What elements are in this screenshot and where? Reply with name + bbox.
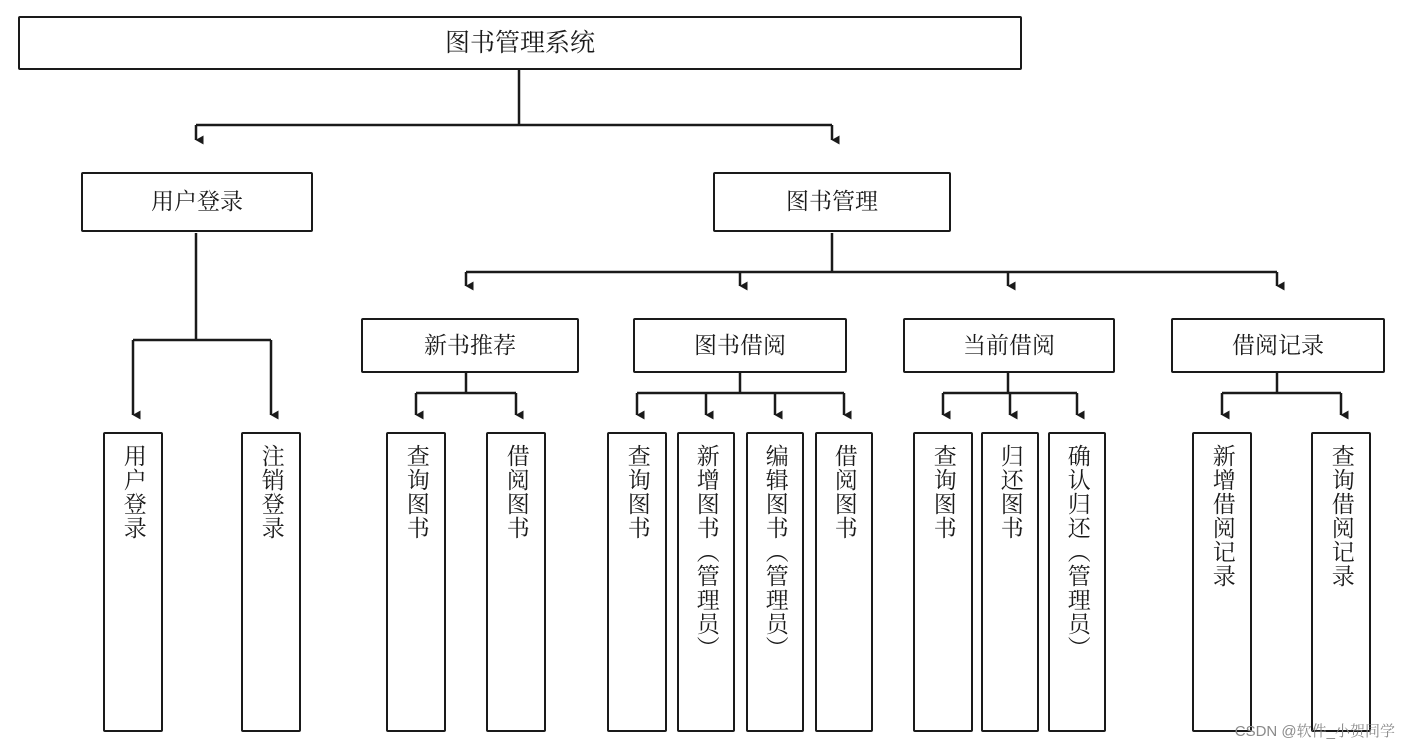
leaf-logout[interactable] — [241, 432, 301, 732]
node-borrow-record-label: 借阅记录 — [1232, 331, 1324, 358]
leaf-current-return[interactable] — [981, 432, 1039, 732]
leaf-borrow-add-book-label: 新增图书（管理员） — [693, 444, 720, 660]
leaf-new-book-query-label: 查询图书 — [403, 444, 430, 540]
node-current-borrow[interactable] — [903, 318, 1115, 373]
node-user-login-label: 用户登录 — [151, 188, 243, 215]
leaf-record-add-label: 新增借阅记录 — [1209, 444, 1236, 588]
leaf-borrow-edit-book[interactable] — [746, 432, 804, 732]
leaf-user-login-label: 用户登录 — [120, 444, 147, 540]
leaf-borrow-add-book[interactable] — [677, 432, 735, 732]
node-user-login[interactable] — [81, 172, 313, 232]
node-book-borrow-label: 图书借阅 — [694, 331, 786, 358]
node-book-manage-label: 图书管理 — [786, 188, 878, 215]
leaf-current-confirm-return-label: 确认归还（管理员） — [1064, 444, 1091, 660]
leaf-new-book-borrow[interactable] — [486, 432, 546, 732]
leaf-new-book-borrow-label: 借阅图书 — [503, 444, 530, 540]
node-current-borrow-label: 当前借阅 — [963, 331, 1055, 358]
leaf-new-book-query[interactable] — [386, 432, 446, 732]
leaf-borrow-query-label: 查询图书 — [624, 444, 651, 540]
leaf-current-confirm-return[interactable] — [1048, 432, 1106, 732]
leaf-record-query[interactable] — [1311, 432, 1371, 732]
node-new-book-recommend[interactable] — [361, 318, 579, 373]
leaf-current-return-label: 归还图书 — [997, 444, 1024, 540]
leaf-borrow-edit-book-label: 编辑图书（管理员） — [762, 444, 789, 660]
leaf-borrow-query[interactable] — [607, 432, 667, 732]
watermark: CSDN @软件_小贺同学 — [1234, 723, 1395, 740]
leaf-logout-label: 注销登录 — [258, 444, 285, 540]
leaf-current-query[interactable] — [913, 432, 973, 732]
leaf-record-add[interactable] — [1192, 432, 1252, 732]
leaf-borrow-borrow-book[interactable] — [815, 432, 873, 732]
node-new-book-recommend-label: 新书推荐 — [424, 331, 516, 358]
leaf-user-login[interactable] — [103, 432, 163, 732]
leaf-record-query-label: 查询借阅记录 — [1328, 444, 1355, 588]
leaf-borrow-borrow-book-label: 借阅图书 — [831, 444, 858, 540]
node-root[interactable] — [18, 16, 1022, 70]
leaf-current-query-label: 查询图书 — [930, 444, 957, 540]
node-book-borrow[interactable] — [633, 318, 847, 373]
node-borrow-record[interactable] — [1171, 318, 1385, 373]
node-book-manage[interactable] — [713, 172, 951, 232]
node-root-label: 图书管理系统 — [444, 29, 595, 57]
